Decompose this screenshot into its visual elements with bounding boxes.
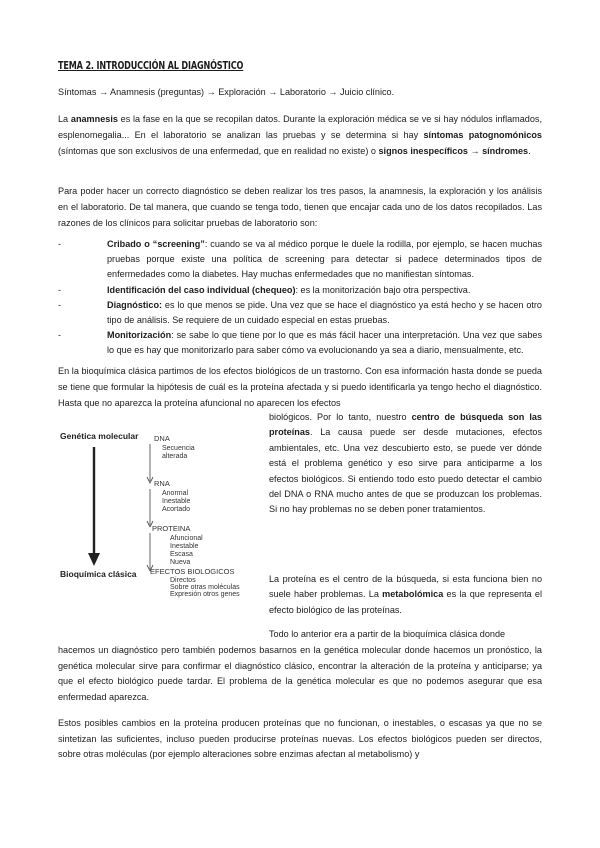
list-item: - Diagnóstico: es lo que menos se pide. Una vez que se hace el diagnóstico ya está hecho y se hacen otro tipo de análisis. Se requiere de un cuidado especial en estas pruebas. [58,299,542,326]
svg-text:Anormal: Anormal [162,490,189,497]
paragraph-molecular-genetics-start: Todo lo anterior era a partir de la bioquímica clásica donde [269,629,506,639]
paragraph-metabolomics: La proteína es el centro de la búsqueda, si esta funciona bien no suele haber problemas. La metabolómica es la que representa el efecto biológico de las proteínas. [269,574,542,615]
page-title: TEMA 2. INTRODUCCIÓN AL DIAGNÓSTICO [58,59,244,72]
list-item: - Monitorización: se sabe lo que tiene por lo que es más fácil hacer una interpretación. Una vez que sabes lo que es hay que monitorizarlo para saber cómo va evolucionando ya sea a diario, mensualmente, etc. [58,330,542,356]
svg-text:Nueva: Nueva [170,559,191,566]
paragraph-protein-changes: Estos posibles cambios en la proteína producen proteínas que no funcionan, o inestables, o escasas ya que no se sintetizan las suficientes, incluso pueden producirse proteínas nuevas. Los efectos biológicos pueden ser directos, sobre otras moléculas (por ejemplo alteraciones sobre enzimas afectan al metabolismo) y [58,718,542,760]
svg-text:Inestable: Inestable [162,498,191,505]
paragraph-anamnesis: La anamnesis es la fase en la que se recopilan datos. Durante la exploración médica se ve si hay nódulos inflamados, esplenomegalia... En el laboratorio se analizan las pruebas y se determina si hay síntomas patognomónicos (síntomas que son exclusivos de una enfermedad, que en realidad no existe) o signos inespecíficos → síndromes. [58,114,542,156]
svg-text:Afuncional: Afuncional [170,535,203,542]
paragraph-protein-search: biológicos. Por lo tanto, nuestro centro de búsqueda son las proteínas. La causa puede ser desde mutaciones, efectos ambientales, etc. Una vez descubierto esto, se puede ver dónde está el problema genético y eso sirve para anticiparme a los efectos biológicos. Si entiendo todo esto puedo detectar el cambio del DNA o RNA mucho antes de que se produzcan los problemas. Si no hay problemas no se deben poner tratamientos. [269,412,542,515]
list-item: - Identificación del caso individual (chequeo): es la monitorización bajo otra perspectiva. [58,284,471,295]
svg-text:PROTEINA: PROTEINA [152,524,191,533]
flow-arrows-icon [147,444,153,571]
svg-text:DNA: DNA [154,434,170,443]
svg-text:Secuencia: Secuencia [162,445,195,452]
svg-text:Expresión otros genes: Expresión otros genes [170,591,240,598]
downward-arrow-icon [88,447,100,566]
svg-text:EFECTOS BIOLOGICOS: EFECTOS BIOLOGICOS [150,567,235,576]
svg-text:Escasa: Escasa [170,551,193,558]
figure-bottom-label: Bioquímica clásica [60,569,137,579]
paragraph-classic-biochemistry: En la bioquímica clásica partimos de los efectos biológicos de un trastorno. Con esa información hasta donde se pueda se tiene que formular la hipótesis de cuál es la proteína afectada y si puedo identificarla ya tengo hecho el diagnóstico. Hasta que no aparezca la proteína afuncional no aparecen los efectos [58,366,542,409]
genetics-biochemistry-figure [58,429,268,589]
svg-text:Directos: Directos [170,577,196,584]
paragraph-molecular-genetics: hacemos un diagnóstico pero también podemos basarnos en la genética molecular donde hacemos un pronóstico, la genética molecular sirve para confirmar el diagnóstico clásico, encontrar la alteración de la proteína y anticiparse; ya que el efecto biológico puede tardar. El problema de la genética molecular es que no podemos asegurar que esa enfermedad aparezca. [58,645,542,702]
svg-text:RNA: RNA [154,479,170,488]
figure-continuation [58,589,268,607]
svg-text:Sobre otras moléculas: Sobre otras moléculas [170,584,240,589]
list-item: - Cribado o “screening”: cuando se va al médico porque le duele la rodilla, por ejemplo, se hacen muchas pruebas porque existe una política de screening para detectar si padece determinados tipos de enfermedades como la diabetes. Hay muchas enfermedades que no manifiestan síntomas. [58,239,542,280]
svg-text:alterada: alterada [162,453,188,460]
svg-text:Inestable: Inestable [170,543,199,550]
flow-line: Síntomas → Anamnesis (preguntas) → Exploración → Laboratorio → Juicio clínico. [58,87,395,97]
paragraph-diagnosis-steps: Para poder hacer un correcto diagnóstico se deben realizar los tres pasos, la anamnesis, la exploración y los análisis en el laboratorio. De tal manera, que cuando se tenga todo, tienen que encajar cada uno de los datos recopilados. Las razones de los clínicos para solicitar pruebas de laboratorio son: [58,186,542,228]
figure-top-label: Genética molecular [60,431,139,441]
lab-reasons-list [58,237,542,359]
svg-text:Acortado: Acortado [162,506,191,513]
